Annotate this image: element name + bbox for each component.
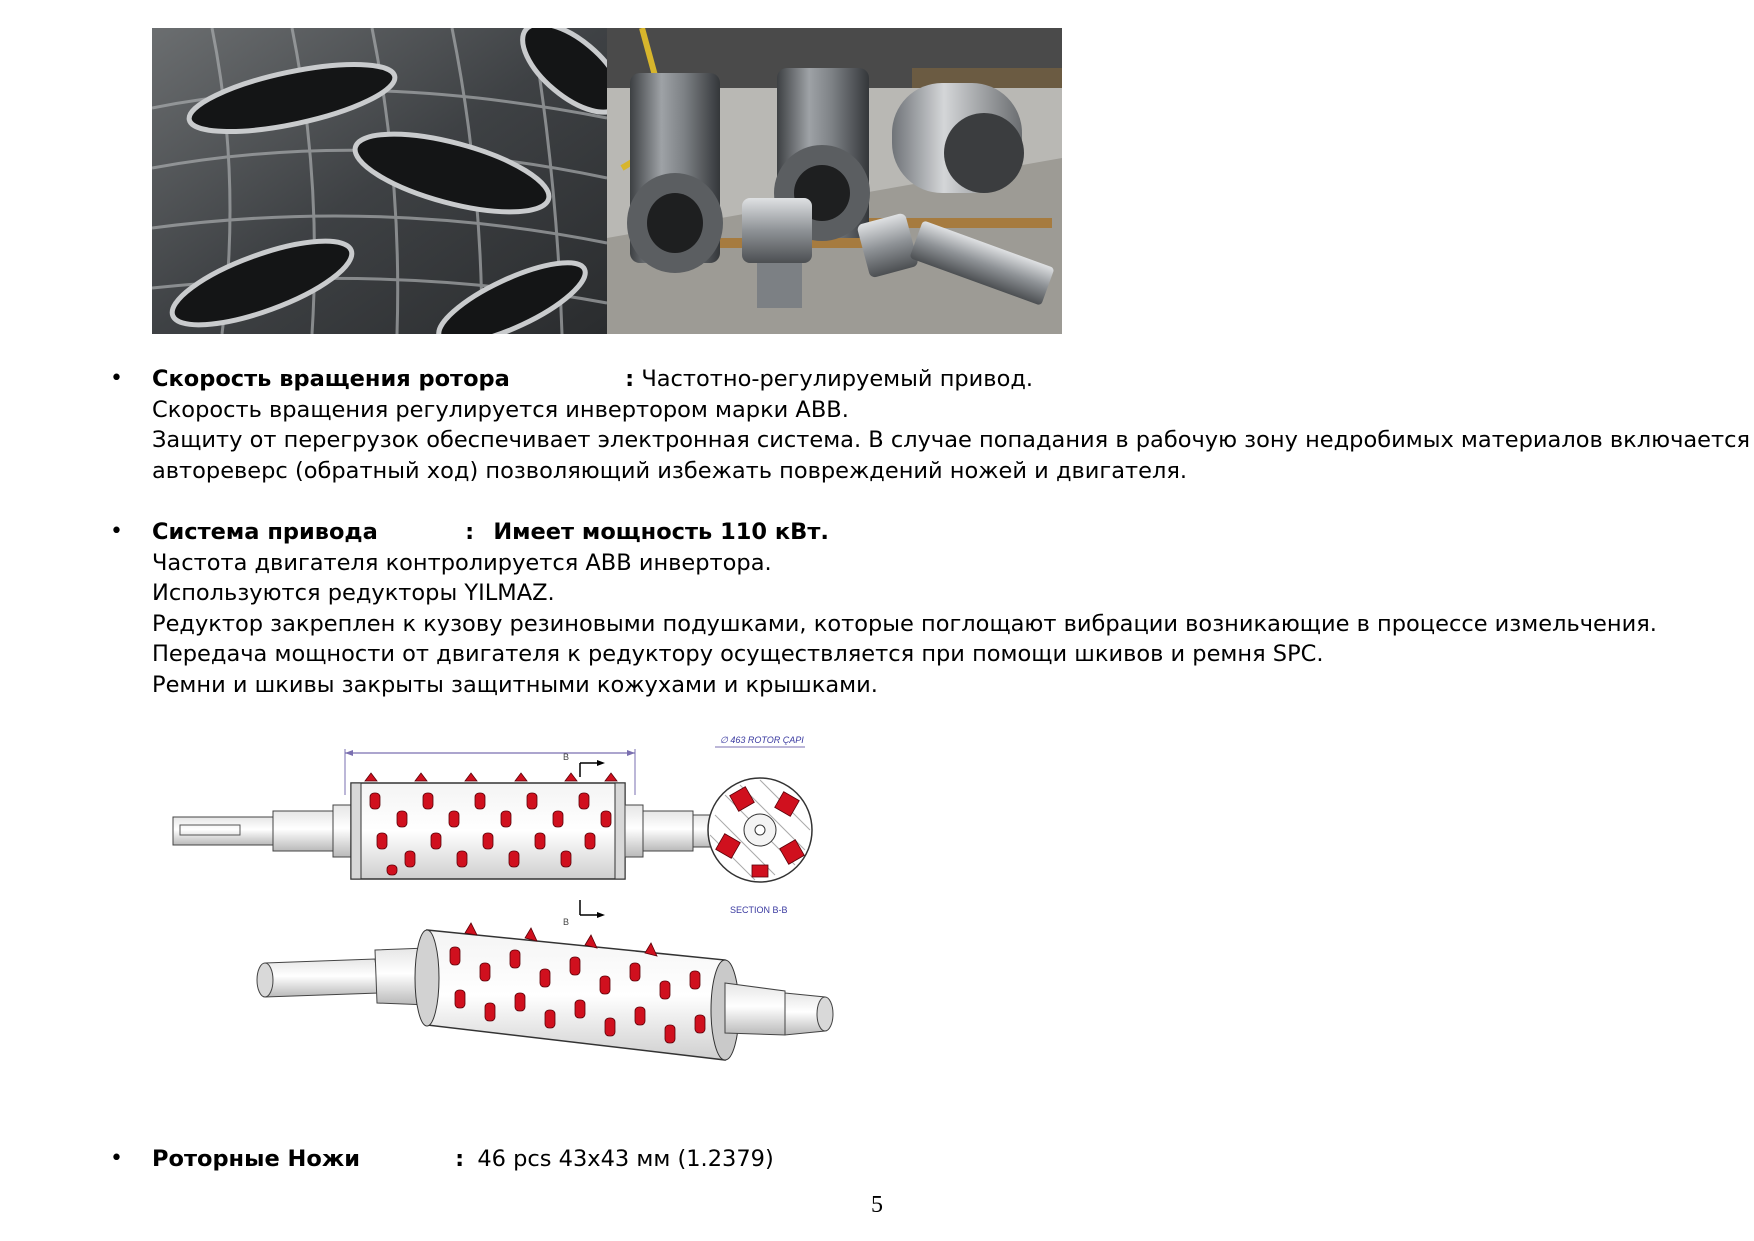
- spec-label: Роторные Ножи: [152, 1146, 360, 1172]
- rotor-side-view: [173, 749, 718, 927]
- spec-line: Используются редукторы YILMAZ.: [152, 580, 555, 606]
- spec-line: Редуктор закреплен к кузову резиновыми подушками, которые поглощают вибрации возникающие в процессе измельчения.: [152, 610, 1657, 637]
- bullet: •: [110, 366, 123, 391]
- rotor-cross-section: [708, 735, 812, 915]
- page-number: 5: [871, 1192, 883, 1218]
- spec-line: Передача мощности от двигателя к редуктору осуществляется при помощи шкивов и ремня SPC.: [152, 641, 1324, 667]
- spec-drive-system: [110, 517, 1720, 700]
- spec-rotor-speed: [110, 364, 1751, 486]
- section-caption: SECTION B-B: [730, 905, 788, 915]
- diameter-label: ∅ 463 ROTOR ÇAPI: [720, 735, 804, 745]
- bullet: •: [110, 519, 123, 544]
- spec-colon: :: [625, 366, 635, 392]
- spec-line: Защиту от перегрузок обеспечивает электронная система. В случае попадания в рабочую зону недробимых материалов включается: [152, 427, 1751, 453]
- section-mark-bottom: B: [563, 917, 570, 927]
- spec-label: Скорость вращения ротора: [152, 366, 510, 392]
- spec-rotor-knives: [110, 1144, 1720, 1175]
- section-mark-top: B: [563, 752, 570, 762]
- rotor-surface-closeup-photo: [152, 28, 636, 334]
- rotor-technical-drawing: [165, 735, 885, 1115]
- spec-colon: :: [455, 1146, 465, 1172]
- spec-line: Скорость вращения регулируется инвертором марки ABB.: [152, 396, 849, 423]
- spec-line: автореверс (обратный ход) позволяющий избежать повреждений ножей и двигателя.: [152, 457, 1188, 484]
- spec-label: Система привода: [152, 519, 378, 545]
- rotor-parts-workshop-photo: [607, 28, 1062, 334]
- spec-line: Частота двигателя контролируется ABB инвертора.: [152, 549, 772, 576]
- spec-value: Частотно-регулируемый привод.: [641, 366, 1034, 392]
- spec-value: Имеет мощность 110 кВт.: [493, 519, 829, 545]
- spec-colon: :: [465, 519, 475, 545]
- bullet: •: [110, 1146, 123, 1171]
- spec-line: Ремни и шкивы закрыты защитными кожухами и крышками.: [152, 671, 878, 698]
- rotor-isometric-view: [257, 923, 833, 1060]
- rotor-photos: [152, 28, 1062, 334]
- spec-value: 46 pcs 43x43 мм (1.2379): [477, 1146, 774, 1172]
